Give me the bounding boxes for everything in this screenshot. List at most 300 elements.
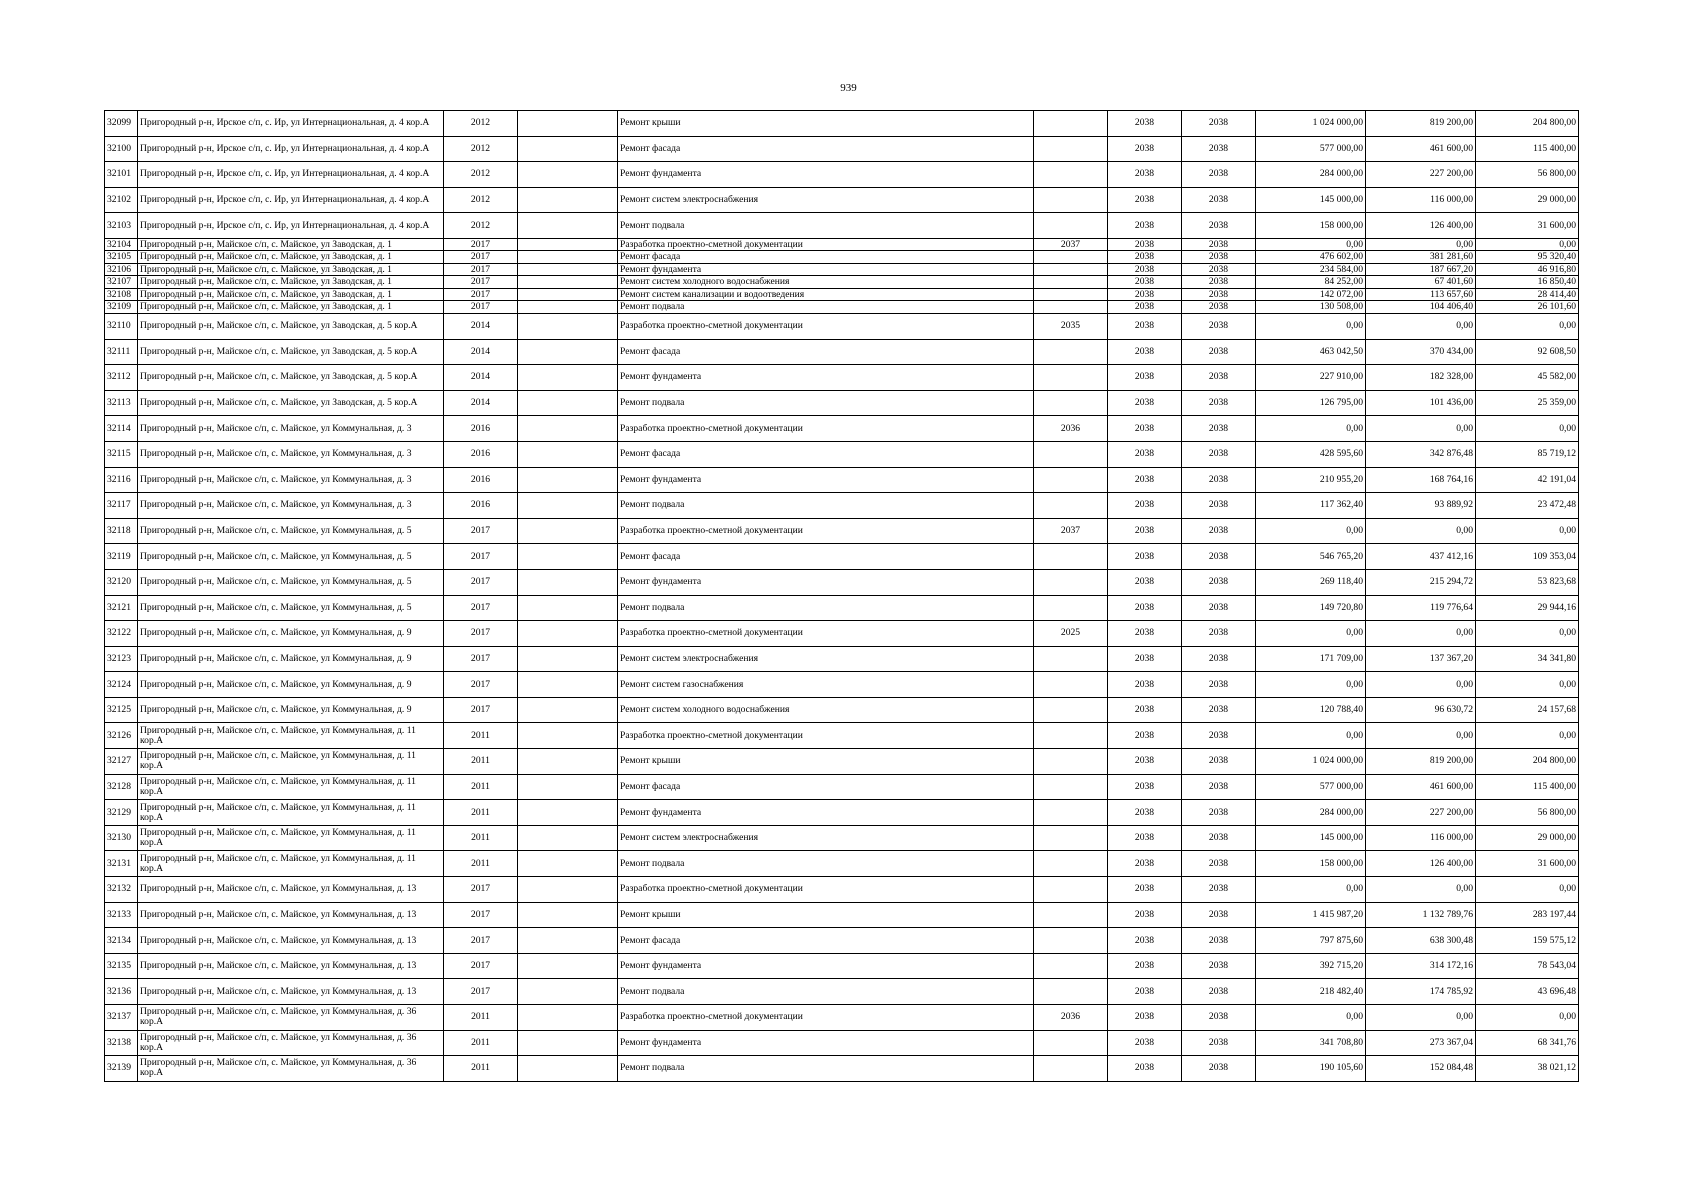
cell-plan-year-end: 2038: [1182, 313, 1256, 339]
table-row: [105, 877, 1579, 903]
cell-empty: [518, 213, 618, 239]
cell-total-cost: 1 024 000,00: [1256, 111, 1366, 137]
cell-work-type: Ремонт систем электроснабжения: [618, 825, 1034, 851]
cell-cost-part-2: 25 359,00: [1476, 390, 1579, 416]
cell-total-cost: 0,00: [1256, 238, 1366, 251]
cell-total-cost: 546 765,20: [1256, 544, 1366, 570]
cell-total-cost: 117 362,40: [1256, 493, 1366, 519]
cell-address: Пригородный р-н, Майское с/п, с. Майское, ул Заводская, д. 5 кор.А: [138, 390, 444, 416]
cell-plan-year-start: 2038: [1108, 301, 1182, 314]
cell-cost-part-2: 0,00: [1476, 518, 1579, 544]
cell-work-type: Разработка проектно-сметной документации: [618, 877, 1034, 903]
table-row: [105, 251, 1579, 264]
cell-cost-part-1: 342 876,48: [1366, 441, 1476, 467]
table-row: [105, 263, 1579, 276]
cell-plan-year-start: 2038: [1108, 800, 1182, 826]
cell-empty: [518, 339, 618, 365]
cell-cost-part-2: 16 850,40: [1476, 276, 1579, 289]
cell-design-year: [1034, 723, 1108, 749]
cell-address: Пригородный р-н, Майское с/п, с. Майское, ул Коммунальная, д. 9: [138, 621, 444, 647]
cell-row-number: 32105: [105, 251, 138, 264]
cell-cost-part-2: 53 823,68: [1476, 569, 1579, 595]
cell-cost-part-2: 0,00: [1476, 723, 1579, 749]
cell-total-cost: 476 602,00: [1256, 251, 1366, 264]
cell-address: Пригородный р-н, Майское с/п, с. Майское, ул Заводская, д. 1: [138, 301, 444, 314]
cell-design-year: [1034, 569, 1108, 595]
cell-build-year: 2017: [444, 979, 518, 1005]
cell-cost-part-1: 819 200,00: [1366, 111, 1476, 137]
cell-empty: [518, 187, 618, 213]
cell-design-year: [1034, 162, 1108, 188]
cell-address: Пригородный р-н, Майское с/п, с. Майское, ул Коммунальная, д. 13: [138, 928, 444, 954]
cell-design-year: [1034, 288, 1108, 301]
cell-cost-part-1: 126 400,00: [1366, 851, 1476, 877]
cell-row-number: 32119: [105, 544, 138, 570]
cell-total-cost: 190 105,60: [1256, 1056, 1366, 1082]
cell-plan-year-start: 2038: [1108, 390, 1182, 416]
cell-empty: [518, 518, 618, 544]
cell-plan-year-start: 2038: [1108, 213, 1182, 239]
cell-cost-part-1: 227 200,00: [1366, 162, 1476, 188]
cell-build-year: 2016: [444, 441, 518, 467]
cell-plan-year-end: 2038: [1182, 877, 1256, 903]
cell-work-type: Разработка проектно-сметной документации: [618, 313, 1034, 339]
cell-row-number: 32135: [105, 953, 138, 979]
cell-design-year: [1034, 187, 1108, 213]
cell-address: Пригородный р-н, Майское с/п, с. Майское, ул Коммунальная, д. 36 кор.А: [138, 1056, 444, 1082]
cell-cost-part-1: 461 600,00: [1366, 774, 1476, 800]
cell-plan-year-end: 2038: [1182, 136, 1256, 162]
cell-cost-part-1: 152 084,48: [1366, 1056, 1476, 1082]
cell-plan-year-start: 2038: [1108, 416, 1182, 442]
cell-cost-part-1: 215 294,72: [1366, 569, 1476, 595]
cell-design-year: [1034, 877, 1108, 903]
cell-plan-year-start: 2038: [1108, 276, 1182, 289]
cell-build-year: 2011: [444, 1030, 518, 1056]
cell-plan-year-end: 2038: [1182, 1005, 1256, 1031]
table-row: [105, 697, 1579, 723]
cell-cost-part-1: 113 657,60: [1366, 288, 1476, 301]
cell-total-cost: 0,00: [1256, 518, 1366, 544]
cell-design-year: [1034, 301, 1108, 314]
cell-cost-part-1: 116 000,00: [1366, 187, 1476, 213]
cell-empty: [518, 365, 618, 391]
cell-plan-year-start: 2038: [1108, 825, 1182, 851]
cell-address: Пригородный р-н, Майское с/п, с. Майское, ул Заводская, д. 5 кор.А: [138, 313, 444, 339]
cell-plan-year-end: 2038: [1182, 441, 1256, 467]
cell-cost-part-1: 116 000,00: [1366, 825, 1476, 851]
cell-cost-part-1: 0,00: [1366, 416, 1476, 442]
cell-plan-year-end: 2038: [1182, 851, 1256, 877]
cell-design-year: [1034, 441, 1108, 467]
cell-plan-year-start: 2038: [1108, 136, 1182, 162]
cell-design-year: [1034, 136, 1108, 162]
cell-cost-part-2: 29 000,00: [1476, 825, 1579, 851]
cell-cost-part-2: 43 696,48: [1476, 979, 1579, 1005]
cell-plan-year-start: 2038: [1108, 723, 1182, 749]
cell-cost-part-2: 29 944,16: [1476, 595, 1579, 621]
cell-design-year: [1034, 390, 1108, 416]
table-row: [105, 187, 1579, 213]
cell-row-number: 32104: [105, 238, 138, 251]
cell-design-year: [1034, 697, 1108, 723]
cell-plan-year-end: 2038: [1182, 646, 1256, 672]
cell-plan-year-start: 2038: [1108, 1030, 1182, 1056]
cell-build-year: 2012: [444, 187, 518, 213]
cell-total-cost: 158 000,00: [1256, 851, 1366, 877]
cell-total-cost: 234 584,00: [1256, 263, 1366, 276]
cell-empty: [518, 136, 618, 162]
cell-total-cost: 210 955,20: [1256, 467, 1366, 493]
cell-plan-year-start: 2038: [1108, 595, 1182, 621]
cell-cost-part-2: 42 191,04: [1476, 467, 1579, 493]
cell-design-year: [1034, 646, 1108, 672]
cell-empty: [518, 251, 618, 264]
cell-work-type: Ремонт систем холодного водоснабжения: [618, 276, 1034, 289]
cell-empty: [518, 877, 618, 903]
cell-row-number: 32120: [105, 569, 138, 595]
cell-plan-year-end: 2038: [1182, 672, 1256, 698]
cell-work-type: Разработка проектно-сметной документации: [618, 238, 1034, 251]
cell-build-year: 2017: [444, 263, 518, 276]
cell-cost-part-1: 381 281,60: [1366, 251, 1476, 264]
cell-plan-year-start: 2038: [1108, 493, 1182, 519]
cell-cost-part-1: 119 776,64: [1366, 595, 1476, 621]
cell-row-number: 32129: [105, 800, 138, 826]
cell-plan-year-start: 2038: [1108, 877, 1182, 903]
cell-work-type: Ремонт фасада: [618, 774, 1034, 800]
cell-plan-year-start: 2038: [1108, 288, 1182, 301]
cell-cost-part-2: 38 021,12: [1476, 1056, 1579, 1082]
cell-total-cost: 428 595,60: [1256, 441, 1366, 467]
table-row: [105, 111, 1579, 137]
cell-row-number: 32137: [105, 1005, 138, 1031]
cell-cost-part-1: 104 406,40: [1366, 301, 1476, 314]
cell-cost-part-1: 314 172,16: [1366, 953, 1476, 979]
cell-design-year: 2035: [1034, 313, 1108, 339]
table-row: [105, 213, 1579, 239]
cell-build-year: 2017: [444, 569, 518, 595]
cell-work-type: Ремонт фундамента: [618, 1030, 1034, 1056]
cell-build-year: 2014: [444, 365, 518, 391]
table-row: [105, 800, 1579, 826]
cell-plan-year-end: 2038: [1182, 416, 1256, 442]
cell-address: Пригородный р-н, Майское с/п, с. Майское, ул Коммунальная, д. 11 кор.А: [138, 825, 444, 851]
cell-build-year: 2011: [444, 774, 518, 800]
cell-plan-year-start: 2038: [1108, 672, 1182, 698]
cell-empty: [518, 595, 618, 621]
cell-plan-year-end: 2038: [1182, 902, 1256, 928]
cell-work-type: Ремонт крыши: [618, 749, 1034, 775]
cell-design-year: [1034, 111, 1108, 137]
table-row: [105, 301, 1579, 314]
cell-row-number: 32111: [105, 339, 138, 365]
cell-row-number: 32131: [105, 851, 138, 877]
cell-design-year: [1034, 493, 1108, 519]
cell-plan-year-start: 2038: [1108, 544, 1182, 570]
cell-design-year: [1034, 365, 1108, 391]
cell-row-number: 32103: [105, 213, 138, 239]
cell-cost-part-1: 67 401,60: [1366, 276, 1476, 289]
cell-cost-part-2: 45 582,00: [1476, 365, 1579, 391]
table-row: [105, 979, 1579, 1005]
cell-address: Пригородный р-н, Майское с/п, с. Майское, ул Коммунальная, д. 36 кор.А: [138, 1030, 444, 1056]
cell-address: Пригородный р-н, Майское с/п, с. Майское, ул Коммунальная, д. 3: [138, 416, 444, 442]
cell-work-type: Ремонт систем холодного водоснабжения: [618, 697, 1034, 723]
cell-row-number: 32115: [105, 441, 138, 467]
cell-plan-year-start: 2038: [1108, 953, 1182, 979]
cell-address: Пригородный р-н, Майское с/п, с. Майское, ул Заводская, д. 1: [138, 251, 444, 264]
cell-plan-year-start: 2038: [1108, 111, 1182, 137]
cell-work-type: Ремонт фундамента: [618, 162, 1034, 188]
cell-total-cost: 218 482,40: [1256, 979, 1366, 1005]
cell-design-year: [1034, 979, 1108, 1005]
cell-row-number: 32127: [105, 749, 138, 775]
cell-row-number: 32122: [105, 621, 138, 647]
cell-build-year: 2012: [444, 136, 518, 162]
cell-cost-part-2: 204 800,00: [1476, 111, 1579, 137]
cell-row-number: 32123: [105, 646, 138, 672]
cell-row-number: 32117: [105, 493, 138, 519]
cell-row-number: 32108: [105, 288, 138, 301]
cell-work-type: Разработка проектно-сметной документации: [618, 416, 1034, 442]
cell-build-year: 2017: [444, 518, 518, 544]
cell-build-year: 2012: [444, 213, 518, 239]
table-row: [105, 276, 1579, 289]
cell-design-year: [1034, 953, 1108, 979]
cell-plan-year-end: 2038: [1182, 251, 1256, 264]
cell-row-number: 32099: [105, 111, 138, 137]
cell-plan-year-start: 2038: [1108, 1056, 1182, 1082]
cell-address: Пригородный р-н, Майское с/п, с. Майское, ул Коммунальная, д. 3: [138, 441, 444, 467]
cell-empty: [518, 313, 618, 339]
cell-cost-part-1: 273 367,04: [1366, 1030, 1476, 1056]
cell-empty: [518, 928, 618, 954]
table-row: [105, 441, 1579, 467]
cell-plan-year-start: 2038: [1108, 979, 1182, 1005]
cell-build-year: 2011: [444, 851, 518, 877]
cell-empty: [518, 467, 618, 493]
cell-row-number: 32125: [105, 697, 138, 723]
cell-work-type: Ремонт фасада: [618, 441, 1034, 467]
cell-work-type: Ремонт фундамента: [618, 365, 1034, 391]
cell-row-number: 32138: [105, 1030, 138, 1056]
cell-plan-year-end: 2038: [1182, 518, 1256, 544]
cell-address: Пригородный р-н, Майское с/п, с. Майское, ул Коммунальная, д. 11 кор.А: [138, 851, 444, 877]
cell-plan-year-end: 2038: [1182, 213, 1256, 239]
cell-row-number: 32126: [105, 723, 138, 749]
cell-plan-year-end: 2038: [1182, 1030, 1256, 1056]
cell-empty: [518, 1005, 618, 1031]
cell-design-year: [1034, 902, 1108, 928]
cell-plan-year-start: 2038: [1108, 749, 1182, 775]
cell-plan-year-end: 2038: [1182, 339, 1256, 365]
cell-design-year: 2037: [1034, 518, 1108, 544]
cell-total-cost: 797 875,60: [1256, 928, 1366, 954]
cell-empty: [518, 646, 618, 672]
cell-empty: [518, 800, 618, 826]
table-row: [105, 646, 1579, 672]
cell-design-year: [1034, 1056, 1108, 1082]
cell-total-cost: 158 000,00: [1256, 213, 1366, 239]
cell-build-year: 2017: [444, 301, 518, 314]
cell-cost-part-2: 26 101,60: [1476, 301, 1579, 314]
cell-row-number: 32118: [105, 518, 138, 544]
table-row: [105, 467, 1579, 493]
cell-address: Пригородный р-н, Майское с/п, с. Майское, ул Заводская, д. 1: [138, 263, 444, 276]
cell-work-type: Ремонт подвала: [618, 851, 1034, 877]
cell-build-year: 2012: [444, 111, 518, 137]
table-row: [105, 136, 1579, 162]
cell-total-cost: 227 910,00: [1256, 365, 1366, 391]
cell-build-year: 2017: [444, 902, 518, 928]
cell-cost-part-2: 0,00: [1476, 238, 1579, 251]
cell-plan-year-end: 2038: [1182, 365, 1256, 391]
cell-work-type: Разработка проектно-сметной документации: [618, 1005, 1034, 1031]
cell-cost-part-2: 0,00: [1476, 877, 1579, 903]
cell-total-cost: 284 000,00: [1256, 162, 1366, 188]
cell-total-cost: 284 000,00: [1256, 800, 1366, 826]
cell-work-type: Ремонт крыши: [618, 902, 1034, 928]
cell-plan-year-end: 2038: [1182, 595, 1256, 621]
cell-design-year: [1034, 1030, 1108, 1056]
cell-design-year: [1034, 800, 1108, 826]
cell-plan-year-end: 2038: [1182, 774, 1256, 800]
cell-address: Пригородный р-н, Ирское с/п, с. Ир, ул Интернациональная, д. 4 кор.А: [138, 162, 444, 188]
cell-cost-part-2: 92 608,50: [1476, 339, 1579, 365]
cell-design-year: [1034, 825, 1108, 851]
cell-design-year: 2036: [1034, 416, 1108, 442]
cell-build-year: 2014: [444, 390, 518, 416]
cell-design-year: [1034, 544, 1108, 570]
cell-build-year: 2017: [444, 276, 518, 289]
cell-cost-part-2: 85 719,12: [1476, 441, 1579, 467]
cell-total-cost: 145 000,00: [1256, 187, 1366, 213]
cell-total-cost: 1 415 987,20: [1256, 902, 1366, 928]
cell-plan-year-end: 2038: [1182, 544, 1256, 570]
table-row: [105, 851, 1579, 877]
cell-total-cost: 0,00: [1256, 672, 1366, 698]
cell-total-cost: 269 118,40: [1256, 569, 1366, 595]
cell-plan-year-end: 2038: [1182, 621, 1256, 647]
cell-cost-part-1: 437 412,16: [1366, 544, 1476, 570]
table-row: [105, 621, 1579, 647]
cell-row-number: 32110: [105, 313, 138, 339]
cell-plan-year-end: 2038: [1182, 953, 1256, 979]
cell-work-type: Ремонт подвала: [618, 595, 1034, 621]
cell-work-type: Разработка проектно-сметной документации: [618, 621, 1034, 647]
cell-cost-part-1: 137 367,20: [1366, 646, 1476, 672]
cell-plan-year-end: 2038: [1182, 238, 1256, 251]
cell-address: Пригородный р-н, Ирское с/п, с. Ир, ул Интернациональная, д. 4 кор.А: [138, 187, 444, 213]
cell-design-year: [1034, 851, 1108, 877]
cell-address: Пригородный р-н, Майское с/п, с. Майское, ул Коммунальная, д. 9: [138, 697, 444, 723]
cell-build-year: 2011: [444, 825, 518, 851]
cell-plan-year-start: 2038: [1108, 467, 1182, 493]
cell-cost-part-1: 0,00: [1366, 238, 1476, 251]
table-row: [105, 365, 1579, 391]
cell-cost-part-1: 96 630,72: [1366, 697, 1476, 723]
cell-build-year: 2016: [444, 467, 518, 493]
cell-plan-year-start: 2038: [1108, 774, 1182, 800]
cell-total-cost: 0,00: [1256, 416, 1366, 442]
table-row: [105, 313, 1579, 339]
cell-work-type: Ремонт фасада: [618, 339, 1034, 365]
cell-plan-year-end: 2038: [1182, 979, 1256, 1005]
cell-empty: [518, 902, 618, 928]
cell-plan-year-end: 2038: [1182, 390, 1256, 416]
cell-row-number: 32114: [105, 416, 138, 442]
cell-empty: [518, 263, 618, 276]
cell-address: Пригородный р-н, Майское с/п, с. Майское, ул Заводская, д. 5 кор.А: [138, 365, 444, 391]
cell-design-year: [1034, 749, 1108, 775]
cell-plan-year-start: 2038: [1108, 518, 1182, 544]
table-row: [105, 288, 1579, 301]
cell-build-year: 2014: [444, 313, 518, 339]
cell-empty: [518, 749, 618, 775]
table-row: [105, 238, 1579, 251]
cell-total-cost: 120 788,40: [1256, 697, 1366, 723]
cell-row-number: 32100: [105, 136, 138, 162]
cell-cost-part-1: 1 132 789,76: [1366, 902, 1476, 928]
cell-address: Пригородный р-н, Майское с/п, с. Майское, ул Коммунальная, д. 11 кор.А: [138, 749, 444, 775]
cell-work-type: Разработка проектно-сметной документации: [618, 518, 1034, 544]
cell-row-number: 32132: [105, 877, 138, 903]
cell-cost-part-2: 0,00: [1476, 1005, 1579, 1031]
cell-cost-part-2: 0,00: [1476, 416, 1579, 442]
cell-work-type: Ремонт фасада: [618, 251, 1034, 264]
cell-cost-part-1: 227 200,00: [1366, 800, 1476, 826]
cell-plan-year-start: 2038: [1108, 569, 1182, 595]
table-row: [105, 493, 1579, 519]
cell-total-cost: 577 000,00: [1256, 774, 1366, 800]
cell-build-year: 2017: [444, 288, 518, 301]
cell-work-type: Ремонт систем электроснабжения: [618, 187, 1034, 213]
cell-design-year: [1034, 467, 1108, 493]
cell-plan-year-end: 2038: [1182, 111, 1256, 137]
cell-address: Пригородный р-н, Майское с/п, с. Майское, ул Заводская, д. 1: [138, 238, 444, 251]
cell-total-cost: 1 024 000,00: [1256, 749, 1366, 775]
cell-address: Пригородный р-н, Майское с/п, с. Майское, ул Коммунальная, д. 13: [138, 979, 444, 1005]
cell-build-year: 2017: [444, 238, 518, 251]
cell-cost-part-2: 0,00: [1476, 621, 1579, 647]
table-row: [105, 339, 1579, 365]
cell-row-number: 32112: [105, 365, 138, 391]
cell-cost-part-2: 78 543,04: [1476, 953, 1579, 979]
cell-work-type: Ремонт систем газоснабжения: [618, 672, 1034, 698]
cell-plan-year-start: 2038: [1108, 697, 1182, 723]
cell-cost-part-1: 93 889,92: [1366, 493, 1476, 519]
cell-build-year: 2011: [444, 800, 518, 826]
cell-design-year: [1034, 339, 1108, 365]
cell-row-number: 32121: [105, 595, 138, 621]
cell-address: Пригородный р-н, Майское с/п, с. Майское, ул Коммунальная, д. 13: [138, 877, 444, 903]
cell-work-type: Ремонт фундамента: [618, 467, 1034, 493]
table-row: [105, 390, 1579, 416]
cell-empty: [518, 1030, 618, 1056]
cell-build-year: 2017: [444, 697, 518, 723]
cell-cost-part-1: 182 328,00: [1366, 365, 1476, 391]
cell-address: Пригородный р-н, Майское с/п, с. Майское, ул Заводская, д. 1: [138, 276, 444, 289]
cell-cost-part-1: 0,00: [1366, 1005, 1476, 1031]
repair-program-table: [104, 110, 1579, 1082]
cell-design-year: [1034, 928, 1108, 954]
cell-plan-year-end: 2038: [1182, 467, 1256, 493]
cell-plan-year-end: 2038: [1182, 697, 1256, 723]
cell-cost-part-2: 23 472,48: [1476, 493, 1579, 519]
cell-row-number: 32139: [105, 1056, 138, 1082]
cell-plan-year-start: 2038: [1108, 441, 1182, 467]
